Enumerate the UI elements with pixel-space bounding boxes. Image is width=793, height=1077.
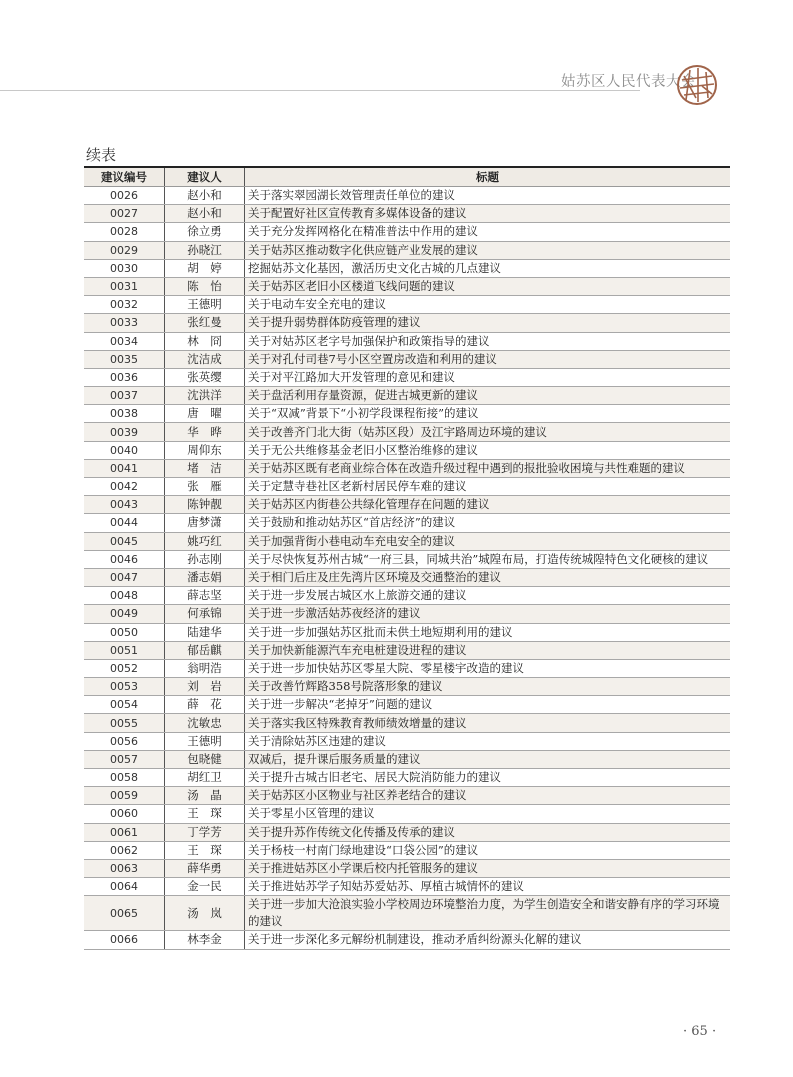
- table-row: [84, 714, 730, 732]
- cell-proposer: 包晓健: [165, 750, 245, 768]
- table-row: [84, 805, 730, 823]
- cell-proposal-id: 0040: [84, 441, 165, 459]
- cell-proposer: 王德明: [165, 732, 245, 750]
- cell-proposer: 薛 花: [165, 696, 245, 714]
- table-row: [84, 769, 730, 787]
- cell-proposal-id: 0030: [84, 259, 165, 277]
- cell-proposal-id: 0044: [84, 514, 165, 532]
- cell-proposer: 唐梦潇: [165, 514, 245, 532]
- cell-proposer: 华 晔: [165, 423, 245, 441]
- cell-title: 关于鼓励和推动姑苏区“首店经济”的建议: [245, 514, 731, 532]
- cell-title: 关于进一步深化多元解纷机制建设，推动矛盾纠纷源头化解的建议: [245, 931, 731, 949]
- cell-proposer: 孙晓江: [165, 241, 245, 259]
- cell-proposal-id: 0050: [84, 623, 165, 641]
- cell-proposal-id: 0047: [84, 568, 165, 586]
- cell-proposer: 孙志刚: [165, 550, 245, 568]
- cell-title: 双减后，提升课后服务质量的建议: [245, 750, 731, 768]
- cell-title: 挖掘姑苏文化基因，激活历史文化古城的几点建议: [245, 259, 731, 277]
- cell-proposal-id: 0048: [84, 587, 165, 605]
- table-row: [84, 332, 730, 350]
- cell-proposal-id: 0056: [84, 732, 165, 750]
- column-header-title: 标题: [245, 167, 731, 187]
- cell-proposal-id: 0055: [84, 714, 165, 732]
- cell-title: 关于“双减”背景下“小初学段课程衔接”的建议: [245, 405, 731, 423]
- cell-proposer: 张红曼: [165, 314, 245, 332]
- cell-proposal-id: 0051: [84, 641, 165, 659]
- cell-proposer: 沈洪洋: [165, 387, 245, 405]
- cell-title: 关于进一步加快姑苏区零星大院、零星楼宇改造的建议: [245, 659, 731, 677]
- cell-title: 关于推进姑苏学子知姑苏爱姑苏、厚植古城情怀的建议: [245, 878, 731, 896]
- cell-proposer: 翁明浩: [165, 659, 245, 677]
- cell-proposer: 陈钟靓: [165, 496, 245, 514]
- cell-proposal-id: 0053: [84, 678, 165, 696]
- cell-proposer: 何承锦: [165, 605, 245, 623]
- cell-proposer: 潘志娟: [165, 568, 245, 586]
- cell-title: 关于姑苏区内街巷公共绿化管理存在问题的建议: [245, 496, 731, 514]
- cell-proposer: 丁学芳: [165, 823, 245, 841]
- cell-proposal-id: 0054: [84, 696, 165, 714]
- table-row: [84, 859, 730, 877]
- table-row: [84, 750, 730, 768]
- cell-proposer: 胡 婷: [165, 259, 245, 277]
- cell-title: 关于清除姑苏区违建的建议: [245, 732, 731, 750]
- cell-proposer: 郁岳麒: [165, 641, 245, 659]
- table-row: [84, 823, 730, 841]
- cell-title: 关于定慧寺巷社区老新村居民停车难的建议: [245, 478, 731, 496]
- cell-proposal-id: 0063: [84, 859, 165, 877]
- cell-title: 关于改善竹辉路358号院落形象的建议: [245, 678, 731, 696]
- table-row: [84, 368, 730, 386]
- cell-proposer: 沈洁成: [165, 350, 245, 368]
- cell-proposal-id: 0038: [84, 405, 165, 423]
- cell-proposal-id: 0045: [84, 532, 165, 550]
- cell-title: 关于改善齐门北大街（姑苏区段）及江宇路周边环境的建议: [245, 423, 731, 441]
- cell-title: 关于落实翠园湖长效管理责任单位的建议: [245, 187, 731, 205]
- cell-title: 关于零星小区管理的建议: [245, 805, 731, 823]
- cell-proposer: 林 冏: [165, 332, 245, 350]
- cell-title: 关于姑苏区既有老商业综合体在改造升级过程中遇到的报批验收困境与共性难题的建议: [245, 459, 731, 477]
- cell-proposer: 赵小和: [165, 205, 245, 223]
- cell-proposal-id: 0034: [84, 332, 165, 350]
- table-row: [84, 605, 730, 623]
- cell-proposal-id: 0066: [84, 931, 165, 949]
- cell-proposal-id: 0052: [84, 659, 165, 677]
- cell-title: 关于落实我区特殊教育教师绩效增量的建议: [245, 714, 731, 732]
- cell-proposal-id: 0057: [84, 750, 165, 768]
- cell-proposal-id: 0029: [84, 241, 165, 259]
- congress-seal-logo-icon: [676, 64, 718, 106]
- cell-proposer: 林李金: [165, 931, 245, 949]
- cell-proposer: 张 雁: [165, 478, 245, 496]
- table-row: [84, 223, 730, 241]
- table-row: [84, 896, 730, 931]
- table-row: [84, 277, 730, 295]
- table-header-row: [84, 167, 730, 187]
- cell-proposer: 姚巧红: [165, 532, 245, 550]
- column-header-id: 建议编号: [84, 167, 165, 187]
- cell-proposer: 汤 岚: [165, 896, 245, 931]
- cell-title: 关于姑苏区小区物业与社区养老结合的建议: [245, 787, 731, 805]
- cell-proposal-id: 0037: [84, 387, 165, 405]
- table-row: [84, 732, 730, 750]
- table-row: [84, 496, 730, 514]
- cell-proposer: 汤 晶: [165, 787, 245, 805]
- table-row: [84, 205, 730, 223]
- table-row: [84, 350, 730, 368]
- table-row: [84, 678, 730, 696]
- cell-title: 关于推进姑苏区小学课后校内托管服务的建议: [245, 859, 731, 877]
- cell-title: 关于对平江路加大开发管理的意见和建议: [245, 368, 731, 386]
- cell-proposer: 周仰东: [165, 441, 245, 459]
- cell-title: 关于配置好社区宣传教育多媒体设备的建议: [245, 205, 731, 223]
- cell-proposal-id: 0049: [84, 605, 165, 623]
- header-title: 姑苏区人民代表大会: [561, 74, 696, 90]
- cell-proposal-id: 0059: [84, 787, 165, 805]
- cell-proposer: 沈敏忠: [165, 714, 245, 732]
- cell-title: 关于进一步加强姑苏区批而未供土地短期利用的建议: [245, 623, 731, 641]
- cell-proposal-id: 0064: [84, 878, 165, 896]
- table-row: [84, 659, 730, 677]
- cell-proposal-id: 0033: [84, 314, 165, 332]
- cell-proposer: 刘 岩: [165, 678, 245, 696]
- cell-title: 关于对孔付司巷7号小区空置房改造和利用的建议: [245, 350, 731, 368]
- cell-title: 关于杨枝一村南门绿地建设“口袋公园”的建议: [245, 841, 731, 859]
- table-row: [84, 931, 730, 949]
- page-number: · 65 ·: [683, 1024, 717, 1039]
- cell-proposal-id: 0046: [84, 550, 165, 568]
- cell-title: 关于对姑苏区老字号加强保护和政策指导的建议: [245, 332, 731, 350]
- table-row: [84, 787, 730, 805]
- cell-proposal-id: 0039: [84, 423, 165, 441]
- cell-title: 关于加快新能源汽车充电桩建设进程的建议: [245, 641, 731, 659]
- cell-title: 关于进一步加大沧浪实验小学校周边环境整治力度，为学生创造安全和谐安静有序的学习环境的建议: [245, 896, 731, 931]
- cell-proposer: 王 琛: [165, 805, 245, 823]
- table-row: [84, 532, 730, 550]
- cell-proposal-id: 0032: [84, 296, 165, 314]
- cell-proposer: 堵 洁: [165, 459, 245, 477]
- cell-proposal-id: 0043: [84, 496, 165, 514]
- cell-title: 关于加强背街小巷电动车充电安全的建议: [245, 532, 731, 550]
- cell-title: 关于进一步激活姑苏夜经济的建议: [245, 605, 731, 623]
- cell-title: 关于电动车安全充电的建议: [245, 296, 731, 314]
- table-row: [84, 587, 730, 605]
- proposals-table: [84, 166, 730, 950]
- cell-title: 关于盘活利用存量资源，促进古城更新的建议: [245, 387, 731, 405]
- table-row: [84, 187, 730, 205]
- cell-title: 关于尽快恢复苏州古城“一府三县，同城共治”城隍布局，打造传统城隍特色文化硬核的建议: [245, 550, 731, 568]
- cell-proposal-id: 0027: [84, 205, 165, 223]
- cell-proposal-id: 0060: [84, 805, 165, 823]
- table-row: [84, 423, 730, 441]
- cell-title: 关于进一步发展古城区水上旅游交通的建议: [245, 587, 731, 605]
- cell-proposal-id: 0028: [84, 223, 165, 241]
- cell-proposer: 赵小和: [165, 187, 245, 205]
- cell-title: 关于姑苏区老旧小区楼道飞线问题的建议: [245, 277, 731, 295]
- table-row: [84, 841, 730, 859]
- cell-title: 关于充分发挥网格化在精准普法中作用的建议: [245, 223, 731, 241]
- table-row: [84, 405, 730, 423]
- cell-proposer: 陈 怡: [165, 277, 245, 295]
- column-header-person: 建议人: [165, 167, 245, 187]
- cell-title: 关于相门后庄及庄先湾片区环境及交通整治的建议: [245, 568, 731, 586]
- table-row: [84, 259, 730, 277]
- cell-proposal-id: 0041: [84, 459, 165, 477]
- cell-proposal-id: 0061: [84, 823, 165, 841]
- cell-proposal-id: 0035: [84, 350, 165, 368]
- cell-title: 关于提升古城古旧老宅、居民大院消防能力的建议: [245, 769, 731, 787]
- table-row: [84, 241, 730, 259]
- table-row: [84, 387, 730, 405]
- cell-proposal-id: 0062: [84, 841, 165, 859]
- cell-title: 关于提升苏作传统文化传播及传承的建议: [245, 823, 731, 841]
- cell-title: 关于提升弱势群体防疫管理的建议: [245, 314, 731, 332]
- cell-proposer: 张英缨: [165, 368, 245, 386]
- table-row: [84, 550, 730, 568]
- table-row: [84, 568, 730, 586]
- cell-proposer: 金一民: [165, 878, 245, 896]
- table-caption: 续表: [86, 146, 117, 164]
- cell-proposal-id: 0036: [84, 368, 165, 386]
- table-row: [84, 314, 730, 332]
- cell-proposer: 陆建华: [165, 623, 245, 641]
- table-row: [84, 514, 730, 532]
- cell-title: 关于无公共维修基金老旧小区整治维修的建议: [245, 441, 731, 459]
- table-row: [84, 441, 730, 459]
- cell-proposer: 王德明: [165, 296, 245, 314]
- cell-proposal-id: 0058: [84, 769, 165, 787]
- table-row: [84, 478, 730, 496]
- cell-proposer: 徐立勇: [165, 223, 245, 241]
- table-row: [84, 459, 730, 477]
- table-row: [84, 296, 730, 314]
- table-row: [84, 623, 730, 641]
- cell-proposer: 王 琛: [165, 841, 245, 859]
- cell-proposer: 唐 曜: [165, 405, 245, 423]
- table-row: [84, 641, 730, 659]
- cell-proposal-id: 0065: [84, 896, 165, 931]
- cell-proposal-id: 0031: [84, 277, 165, 295]
- cell-proposer: 胡红卫: [165, 769, 245, 787]
- table-row: [84, 696, 730, 714]
- cell-proposal-id: 0042: [84, 478, 165, 496]
- table-row: [84, 878, 730, 896]
- cell-title: 关于进一步解决“老掉牙”问题的建议: [245, 696, 731, 714]
- cell-title: 关于姑苏区推动数字化供应链产业发展的建议: [245, 241, 731, 259]
- header-rule: [0, 90, 640, 91]
- cell-proposer: 薛志坚: [165, 587, 245, 605]
- cell-proposer: 薛华勇: [165, 859, 245, 877]
- cell-proposal-id: 0026: [84, 187, 165, 205]
